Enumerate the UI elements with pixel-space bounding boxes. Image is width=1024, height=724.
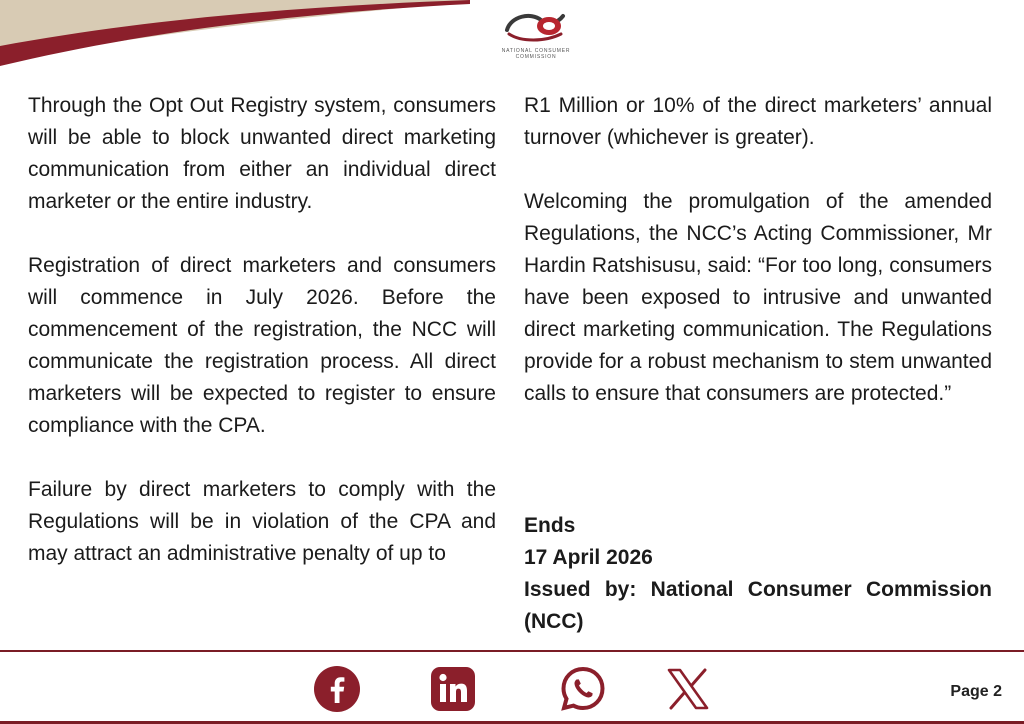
ncc-logo: [482, 2, 590, 62]
facebook-icon[interactable]: [313, 665, 361, 713]
logo-org-text: NATIONAL CONSUMER COMMISSION: [501, 48, 571, 60]
paragraph-failure: Failure by direct marketers to comply with the Regulations will be in violation of the CPA and may attract an administrative penalty of up to: [28, 478, 496, 565]
issued-by: Issued by: National Consumer Commission (NCC): [524, 578, 992, 633]
x-icon[interactable]: [664, 665, 712, 713]
paragraph-opt-out: Through the Opt Out Registry system, consumers will be able to block unwanted direct marketing communication from either an individual direct marketer or the entire industry.: [28, 94, 496, 213]
logo-emblem: [501, 8, 571, 44]
right-column: [524, 90, 992, 410]
paragraph-registration: Registration of direct marketers and consumers will commence in July 2026. Before the commencement of the registration, the NCC will communicate the registration process. All direct marketers will be expected to register to ensure compliance with the CPA.: [28, 254, 496, 437]
header-decoration: [0, 0, 470, 70]
footer-divider: [0, 650, 1024, 652]
paragraph-penalty: R1 Million or 10% of the direct marketers’ annual turnover (whichever is greater).: [524, 94, 992, 149]
left-column: [28, 90, 496, 570]
paragraph-quote: Welcoming the promulgation of the amended Regulations, the NCC’s Acting Commissioner, Mr Hardin Ratshisusu, said: “For too long, consumers have been exposed to intrusive and unwanted direct marketing communication. The Regulations provide for a robust mechanism to stem unwanted calls to ensure that consumers are protected.”: [524, 190, 992, 405]
ends-label: Ends: [524, 514, 576, 537]
page-number: Page 2: [950, 683, 1002, 700]
whatsapp-icon[interactable]: [559, 665, 607, 713]
linkedin-icon[interactable]: [429, 665, 477, 713]
closing-block: [524, 510, 992, 638]
release-date: 17 April 2026: [524, 546, 653, 569]
